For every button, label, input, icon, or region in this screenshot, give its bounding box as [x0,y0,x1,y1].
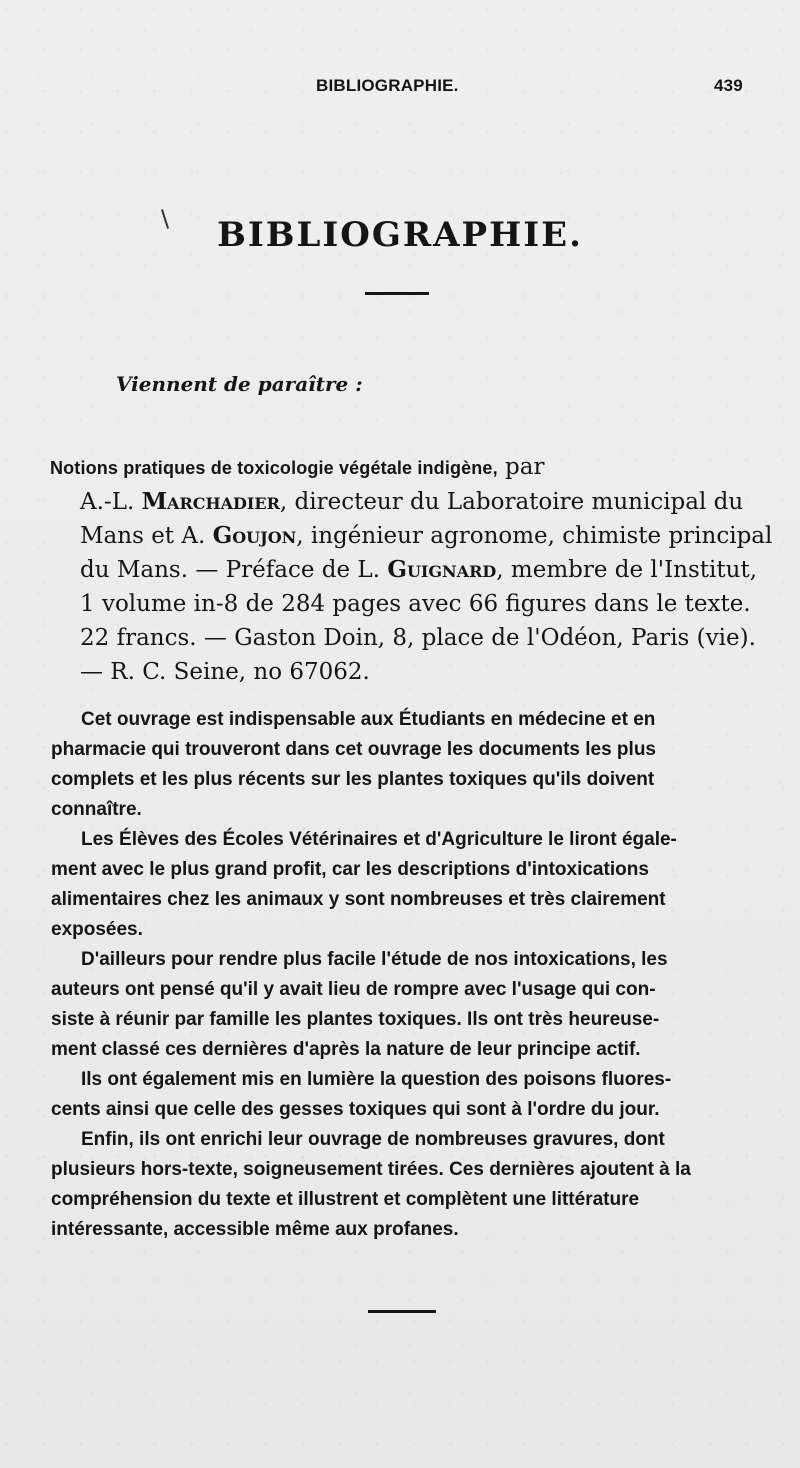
review-line: plusieurs hors-texte, soigneusement tirées. Ces dernières ajoutent à la [51,1159,691,1180]
end-rule [368,1310,436,1313]
review-line: connaître. [51,799,142,820]
review-line: auteurs ont pensé qu'il y avait lieu de rompre avec l'usage qui con- [51,979,656,1000]
preface-suffix: , membre de l'Institut, [496,557,758,583]
review-line: ment avec le plus grand profit, car les descriptions d'intoxications [51,859,649,880]
review-line: Cet ouvrage est indispensable aux Étudiants en médecine et en [81,709,656,730]
entry-publisher-line: 22 francs. — Gaston Doin, 8, place de l'Odéon, Paris (vie). [80,625,756,651]
author-prefix: A.-L. [80,489,142,515]
review-line: Ils ont également mis en lumière la question des poisons fluores- [81,1069,672,1090]
entry-volume-line: 1 volume in-8 de 284 pages avec 66 figures dans le texte. [80,591,751,617]
review-text [51,705,756,1245]
title-rule [365,292,429,295]
entry-coauthor-line [50,519,773,553]
review-line: intéressante, accessible même aux profanes. [51,1219,459,1240]
entry-title-line [50,450,755,485]
entry-par: par [497,454,545,480]
review-line: pharmacie qui trouveront dans cet ouvrage les documents les plus [51,739,656,760]
review-line: cents ainsi que celle des gesses toxiques qui sont à l'ordre du jour. [51,1099,660,1120]
author-goujon: Goujon [212,522,297,549]
review-line: complets et les plus récents sur les plantes toxiques qu'ils doivent [51,769,655,790]
coauthor-prefix: Mans et A. [80,523,213,549]
preface-prefix: du Mans. — Préface de L. [80,557,388,583]
review-line: exposées. [51,919,143,940]
entry-registry-line: — R. C. Seine, no 67062. [80,659,370,685]
review-paragraph-5 [51,1125,756,1245]
review-line: alimentaires chez les animaux y sont nombreuses et très clairement [51,889,666,910]
author-role-one: , directeur du Laboratoire municipal du [279,489,744,515]
review-paragraph-2 [51,825,756,945]
author-guignard: Guignard [387,556,497,583]
review-line: siste à réunir par famille les plantes toxiques. Ils ont très heureuse- [51,1009,660,1030]
running-title: BIBLIOGRAPHIE. [316,76,459,95]
author-role-two: , ingénieur agronome, chimiste principal [296,523,773,549]
review-line: Les Élèves des Écoles Vétérinaires et d'Agriculture le liront égale- [81,829,677,850]
review-paragraph-3 [51,945,756,1065]
review-line: D'ailleurs pour rendre plus facile l'étude de nos intoxications, les [81,949,668,970]
author-marchadier: Marchadier [141,488,280,515]
review-paragraph-4 [51,1065,756,1125]
review-line: ment classé ces dernières d'après la nature de leur principe actif. [51,1039,641,1060]
review-line: Enfin, ils ont enrichi leur ouvrage de nombreuses gravures, dont [81,1129,665,1150]
lead-in-text: Viennent de paraître : [116,372,363,396]
book-title: Notions pratiques de toxicologie végétale indigène, [50,458,498,478]
review-line: compréhension du texte et illustrent et complètent une littérature [51,1189,640,1210]
running-header [0,76,800,100]
page-title: BIBLIOGRAPHIE. [217,215,583,255]
bibliographic-entry [50,450,773,689]
review-paragraph-1 [51,705,756,825]
page-number: 439 [714,76,743,95]
entry-preface-line [50,553,758,587]
entry-author-line [50,485,755,519]
